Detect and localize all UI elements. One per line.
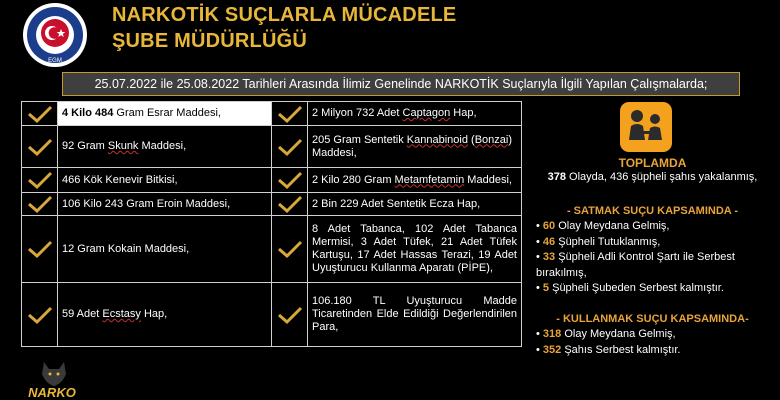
table-row [22,102,522,126]
checkmark-icon [277,305,303,325]
item-captagon: 2 Milyon 732 Adet Captagon Hap, [308,102,522,126]
page-title [112,2,456,54]
narko-text: NARKO [28,385,76,400]
checkmark-icon [277,170,303,190]
list-item: • 5 Şüpheli Şubeden Serbest kalmıştır. [536,282,724,294]
date-range-banner: 25.07.2022 ile 25.08.2022 Tarihleri Arasında İlimiz Genelinde NARKOTİK Suçlarıyla İlgili Yapılan Çalışmalarda; [62,72,740,96]
checkmark-icon [27,104,53,124]
title-line-2: ŞUBE MÜDÜRLÜĞÜ [112,30,308,52]
checkmark-icon [277,194,303,214]
item-skunk: 92 Gram Skunk Maddesi, [58,126,272,168]
item-methamphetamine: 2 Kilo 280 Gram Metamfetamin Maddesi, [308,168,522,193]
sell-section-title: - SATMAK SUÇU KAPSAMINDA - [566,205,739,217]
narko-wolf-logo [16,358,92,400]
checkmark-icon [27,194,53,214]
item-hashish: 4 Kilo 484 Gram Esrar Maddesi, [58,102,272,126]
checkmark-icon [27,170,53,190]
item-cannabis-plant: 466 Kök Kenevir Bitkisi, [58,168,272,193]
arrest-icon [620,102,672,152]
list-item: • 318 Olay Meydana Gelmiş, [536,328,676,340]
sell-list [536,219,780,297]
list-item: • 60 Olay Meydana Gelmiş, [536,220,670,232]
table-row [22,216,522,283]
checkmark-icon [27,239,53,259]
item-synthetic-cannabinoid: 205 Gram Sentetik Kannabinoid (Bonzai) Maddesi, [308,126,522,168]
table-row [22,168,522,193]
table-row [22,126,522,168]
use-section-title: - KULLANMAK SUÇU KAPSAMINDA- [556,313,749,325]
logo-text: EGM [48,58,62,64]
checkmark-icon [277,104,303,124]
item-weapons: 8 Adet Tabanca, 102 Adet Tabanca Mermisi, 3 Adet Tüfek, 21 Adet Tüfek Kartuşu, 17 Adet Hassas Terazi, 19 Adet Uyuşturucu Kullanma Aparatı (PİPE), [308,216,522,283]
table-row [22,193,522,216]
title-line-1: NARKOTİK SUÇLARLA MÜCADELE [112,4,457,26]
checkmark-icon [27,137,53,157]
police-emblem-icon [22,2,88,68]
list-item: • 46 Şüpheli Tutuklanmış, [536,235,661,248]
item-synthetic-pills: 2 Bin 229 Adet Sentetik Ecza Hap, [308,193,522,216]
seizure-table [21,101,522,347]
table-row [22,283,522,347]
summary-title: TOPLAMDA [618,156,687,170]
list-item: • 352 Şahıs Serbest kalmıştır. [536,343,681,356]
item-ecstasy: 59 Adet Ecstasy Hap, [58,283,272,347]
item-heroin: 106 Kilo 243 Gram Eroin Maddesi, [58,193,272,216]
summary-total: 378 Olayda, 436 şüpheli şahıs yakalanmış, [547,171,758,183]
item-cocaine: 12 Gram Kokain Maddesi, [58,216,272,283]
checkmark-icon [277,137,303,157]
checkmark-icon [27,305,53,325]
checkmark-icon [277,239,303,259]
use-list [536,327,780,358]
list-item: • 33 Şüpheli Adli Kontrol Şartı ile Serbest bırakılmış, [536,251,735,279]
item-cash: 106.180 TL Uyuşturucu Madde Ticaretinden Elde Edildiği Değerlendirilen Para, [308,283,522,347]
